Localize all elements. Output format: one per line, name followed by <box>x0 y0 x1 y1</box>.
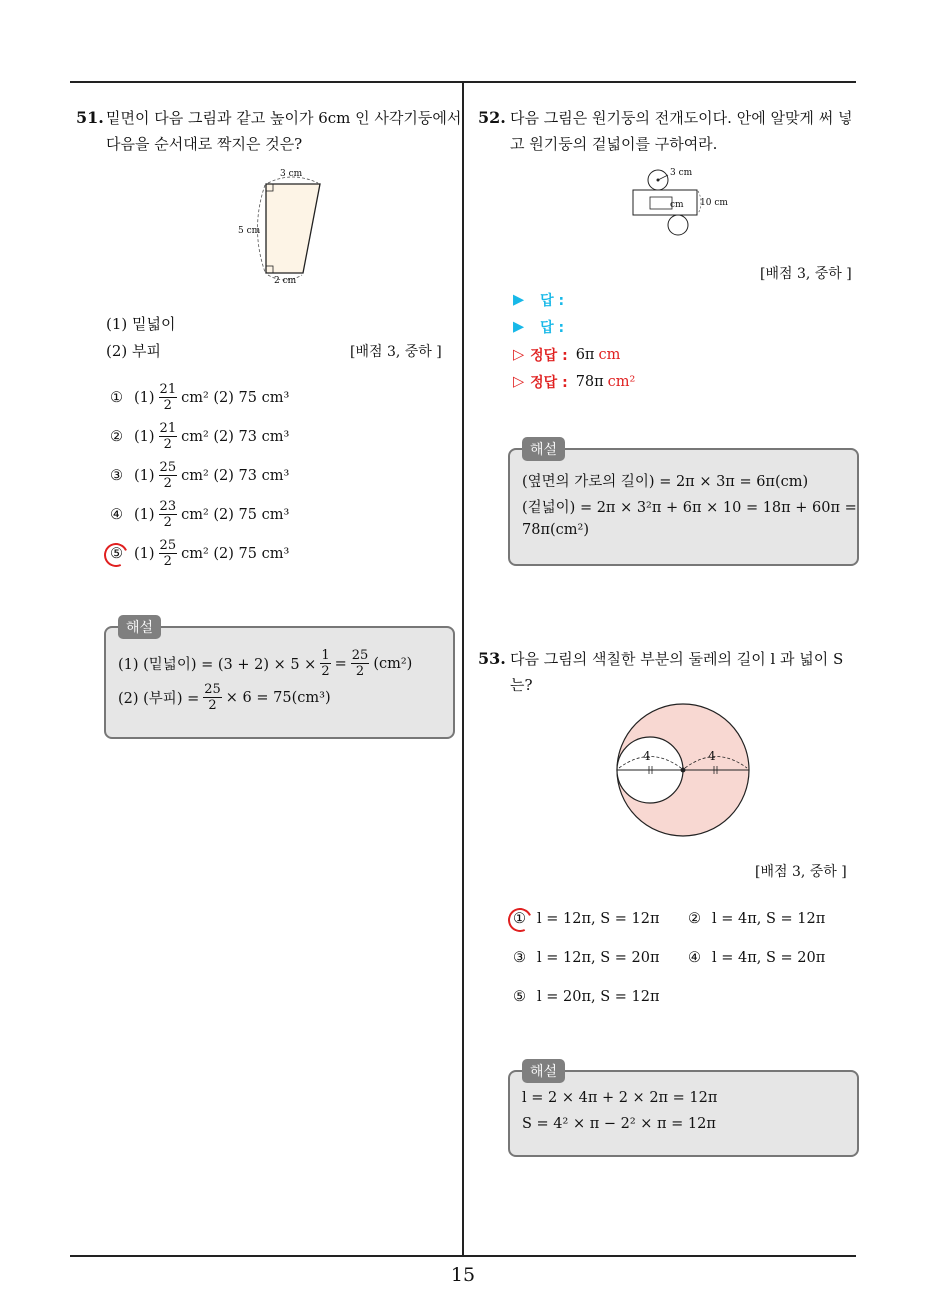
selected-answer-mark <box>505 905 536 936</box>
choice-unit: cm² <box>181 545 209 562</box>
solution-text: (cm²) <box>373 655 413 672</box>
fraction <box>159 499 178 530</box>
q53-circles-figure <box>610 700 758 842</box>
fraction <box>159 538 178 569</box>
numerator: 23 <box>159 499 177 514</box>
q51-choice-1[interactable] <box>110 382 289 413</box>
choice-unit: cm² <box>181 467 209 484</box>
denominator: 2 <box>163 476 172 491</box>
numerator: 1 <box>321 648 330 663</box>
choice-part: (1) <box>134 467 155 484</box>
q52-answer-1[interactable] <box>513 290 572 310</box>
q53-number: 53. <box>478 649 506 668</box>
choice-part2: (2) 75 cm³ <box>213 506 290 523</box>
q52-solution-line1: (옆면의 가로의 길이) = 2π × 3π = 6π(cm) <box>522 474 809 490</box>
answer-label: 답 : <box>540 320 565 336</box>
bottom-rule <box>70 1255 856 1257</box>
fraction <box>320 648 330 679</box>
q53-solution-line1: l = 2 × 4π + 2 × 2π = 12π <box>522 1090 718 1106</box>
q51-sub2: (2) 부피 <box>106 342 161 360</box>
q53-text-line2: 는? <box>510 676 533 694</box>
q52-correct-2 <box>513 372 635 392</box>
correct-label: 정답 : <box>530 348 568 364</box>
choice-number: ⑤ <box>110 545 123 562</box>
choice-part: (1) <box>134 389 155 406</box>
denominator: 2 <box>355 664 365 679</box>
correct-label: 정답 : <box>530 375 568 391</box>
play-outline-icon: ▷ <box>513 347 525 363</box>
q51-solution-line2 <box>118 682 331 713</box>
fraction <box>351 648 370 679</box>
q52-fig-box-unit: cm <box>670 200 684 210</box>
q53-solution-tag: 해설 <box>522 1059 565 1083</box>
fraction <box>203 682 222 713</box>
fraction <box>159 382 178 413</box>
q52-solution-box <box>508 448 859 566</box>
q51-fig-label-bottom: 2 cm <box>274 276 297 286</box>
choice-number: ② <box>110 428 123 445</box>
q51-fig-label-left: 5 cm <box>238 226 261 236</box>
q51-choice-4[interactable] <box>110 499 289 530</box>
denominator: 2 <box>163 437 172 452</box>
choice-number: ② <box>688 911 701 927</box>
play-icon: ▶ <box>513 292 525 308</box>
choice-part2: (2) 75 cm³ <box>213 389 290 406</box>
choice-part2: (2) 73 cm³ <box>213 467 290 484</box>
q53-fig-label-a: 4 <box>643 749 651 763</box>
solution-text: × 6 = 75(cm³) <box>225 689 331 706</box>
choice-unit: cm² <box>181 389 209 406</box>
q51-text-line1: 밑면이 다음 그림과 같고 높이가 6cm 인 사각기둥에서 <box>106 109 462 127</box>
page-number: 15 <box>450 1264 476 1286</box>
q53-choice-2[interactable] <box>688 911 825 927</box>
q53-choice-3[interactable] <box>513 950 660 966</box>
play-icon: ▶ <box>513 319 525 335</box>
q51-choice-3[interactable] <box>110 460 289 491</box>
choice-text: l = 4π, S = 20π <box>712 950 826 966</box>
q51-solution-tag: 해설 <box>118 615 161 639</box>
q52-solution-line2: (겉넓이) = 2π × 3²π + 6π × 10 = 18π + 60π = <box>522 500 857 516</box>
q51-score: [배점 3, 중하 ] <box>350 344 442 360</box>
q53-solution-line2: S = 4² × π − 2² × π = 12π <box>522 1116 716 1132</box>
q51-text-line2: 다음을 순서대로 짝지은 것은? <box>106 135 303 153</box>
correct-value: 78π <box>575 374 604 390</box>
choice-text: l = 12π, S = 20π <box>537 950 660 966</box>
choice-text: l = 20π, S = 12π <box>537 989 660 1005</box>
q52-fig-label-height: 10 cm <box>700 198 728 208</box>
choice-part2: (2) 75 cm³ <box>213 545 290 562</box>
choice-unit: cm² <box>181 506 209 523</box>
q51-solution-box <box>104 626 455 739</box>
choice-part: (1) <box>134 428 155 445</box>
correct-unit: cm <box>598 347 621 363</box>
q51-sub1: (1) 밑넓이 <box>106 315 176 333</box>
denominator: 2 <box>163 398 172 413</box>
numerator: 25 <box>159 460 177 475</box>
q53-choice-5[interactable] <box>513 989 660 1005</box>
q51-fig-label-top: 3 cm <box>280 169 303 179</box>
q52-number: 52. <box>478 108 506 127</box>
numerator: 25 <box>351 648 369 663</box>
solution-text: = <box>334 655 347 672</box>
numerator: 25 <box>159 538 177 553</box>
fraction <box>159 421 178 452</box>
q52-solution-line3: 78π(cm²) <box>522 522 589 538</box>
choice-number: ③ <box>513 950 526 966</box>
choice-number: ① <box>513 911 526 927</box>
choice-text: l = 12π, S = 12π <box>537 911 660 927</box>
choice-number: ⑤ <box>513 989 526 1005</box>
correct-value: 6π <box>575 347 595 363</box>
q52-solution-tag: 해설 <box>522 437 565 461</box>
q51-choice-5[interactable] <box>110 538 289 569</box>
q51-number: 51. <box>76 108 104 127</box>
choice-number: ③ <box>110 467 123 484</box>
q52-answer-2[interactable] <box>513 317 572 337</box>
denominator: 2 <box>208 698 217 713</box>
solution-text: (2) (부피) = <box>118 691 200 707</box>
choice-unit: cm² <box>181 428 209 445</box>
q53-choice-4[interactable] <box>688 950 825 966</box>
q51-solution-line1 <box>118 648 412 679</box>
numerator: 21 <box>159 382 177 397</box>
q53-score: [배점 3, 중하 ] <box>755 864 847 880</box>
numerator: 25 <box>204 682 221 697</box>
q53-solution-box <box>508 1070 859 1157</box>
play-outline-icon: ▷ <box>513 374 525 390</box>
denominator: 2 <box>321 664 330 679</box>
denominator: 2 <box>163 515 172 530</box>
numerator: 21 <box>159 421 177 436</box>
choice-part: (1) <box>134 545 155 562</box>
fraction <box>159 460 178 491</box>
q52-text-line1: 다음 그림은 원기둥의 전개도이다. 안에 알맞게 써 넣 <box>510 109 853 127</box>
choice-number: ① <box>110 389 123 406</box>
choice-number: ④ <box>110 506 123 523</box>
answer-label: 답 : <box>540 293 565 309</box>
q53-choice-1[interactable] <box>513 911 660 927</box>
q53-fig-label-b: 4 <box>708 749 716 763</box>
q52-score: [배점 3, 중하 ] <box>760 266 852 282</box>
denominator: 2 <box>163 554 172 569</box>
q52-fig-label-radius: 3 cm <box>670 168 693 178</box>
q51-choice-2[interactable] <box>110 421 289 452</box>
q52-text-line2: 고 원기둥의 겉넓이를 구하여라. <box>510 135 718 153</box>
solution-text: (1) (밑넓이) = (3 + 2) × 5 × <box>118 657 317 673</box>
column-divider <box>462 82 464 1257</box>
choice-part2: (2) 73 cm³ <box>213 428 290 445</box>
choice-number: ④ <box>688 950 701 966</box>
q52-correct-1 <box>513 345 620 365</box>
choice-part: (1) <box>134 506 155 523</box>
q53-text-line1: 다음 그림의 색칠한 부분의 둘레의 길이 l 과 넓이 S <box>510 650 844 668</box>
choice-text: l = 4π, S = 12π <box>712 911 826 927</box>
correct-unit: cm² <box>607 374 636 390</box>
